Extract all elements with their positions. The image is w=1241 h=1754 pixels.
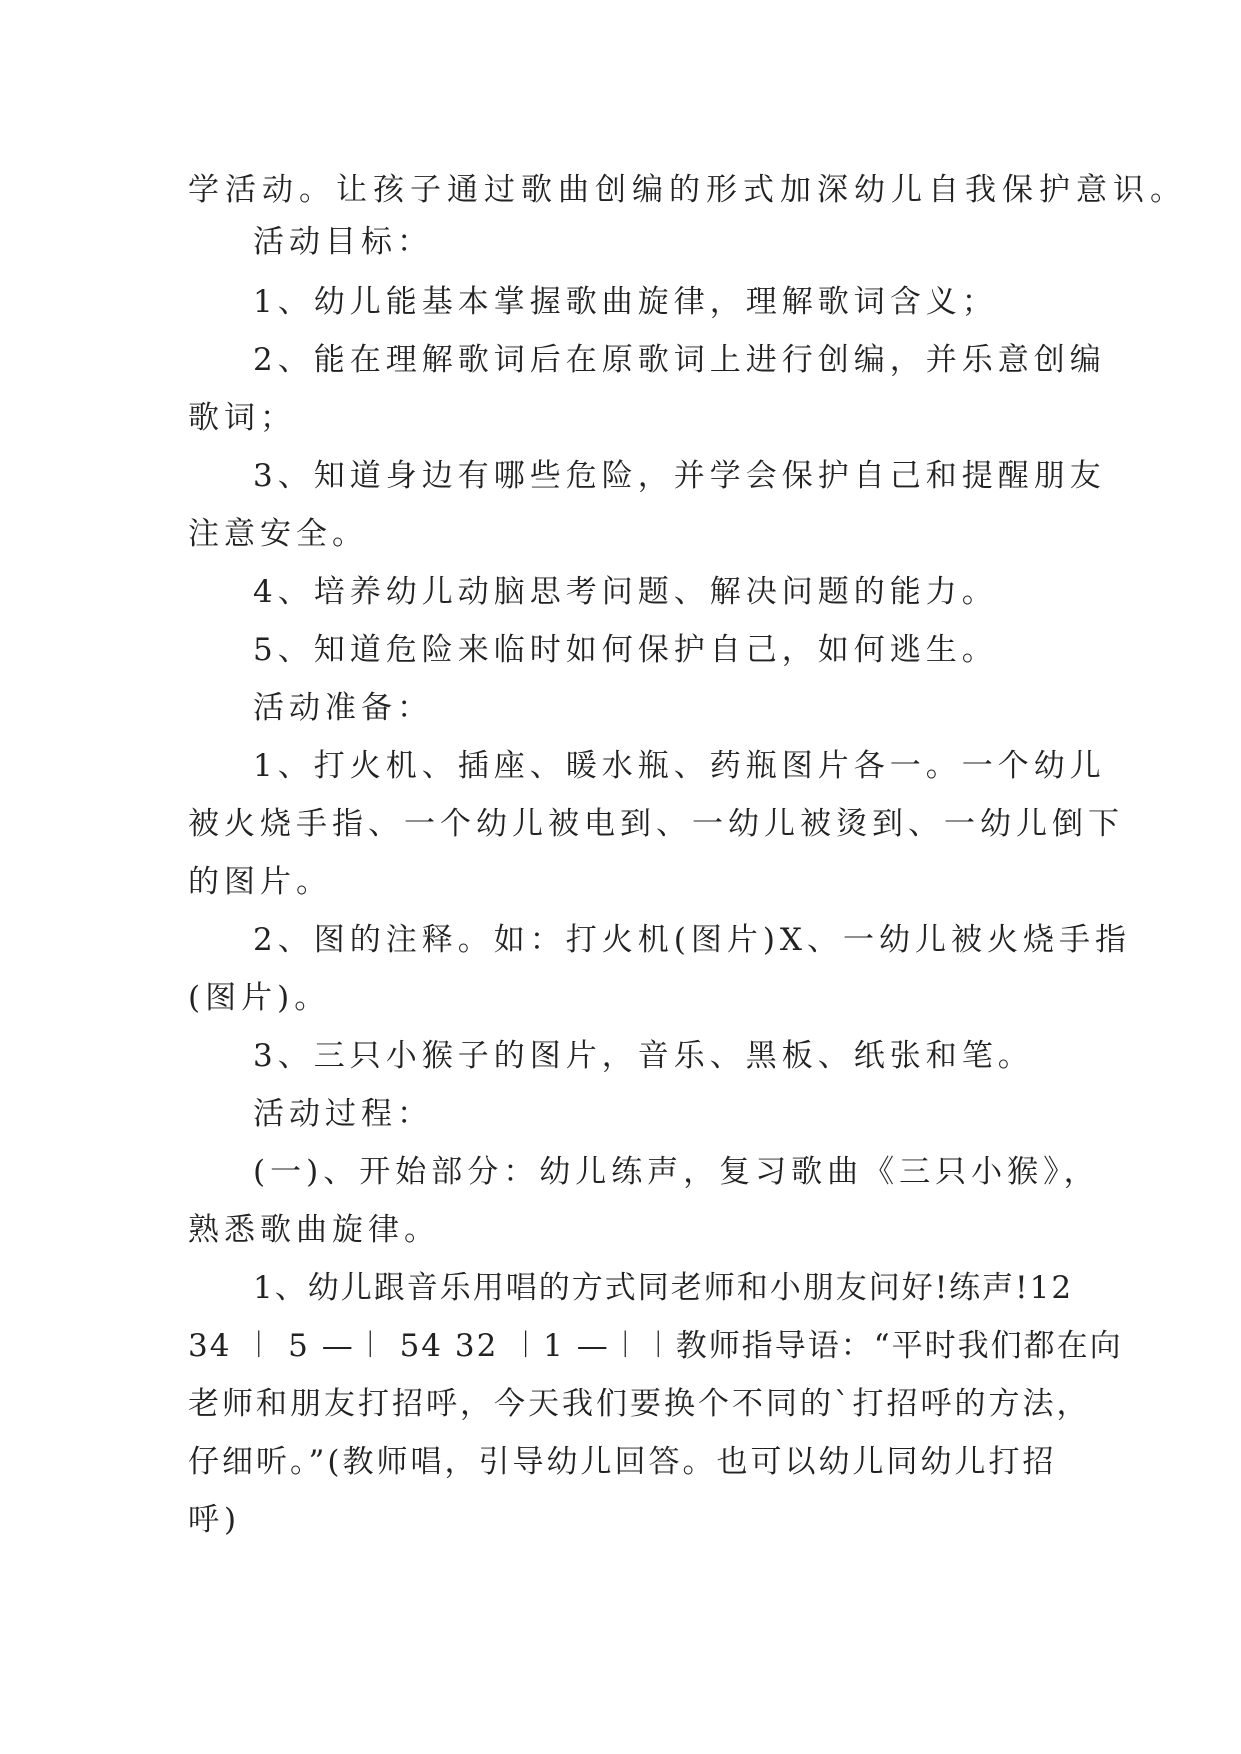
text-line: 2、能在理解歌词后在原歌词上进行创编，并乐意创编 (253, 342, 1106, 378)
text-line: 1、幼儿跟音乐用唱的方式同老师和小朋友问好!练声!12 (253, 1270, 1074, 1306)
section-heading-process: 活动过程： (253, 1096, 433, 1132)
text-line: 熟悉歌曲旋律。 (188, 1212, 440, 1248)
text-line: 4、培养幼儿动脑思考问题、解决问题的能力。 (253, 574, 998, 610)
text-line: 注意安全。 (188, 516, 368, 552)
text-line: 1、打火机、插座、暖水瓶、药瓶图片各一。一个幼儿 (253, 748, 1106, 784)
text-line: 34 ︱ 5 —︱ 54 32 ︱1 —︱︱教师指导语：“平时我们都在向 (188, 1328, 1123, 1364)
text-line: 被火烧手指、一个幼儿被电到、一幼儿被烫到、一幼儿倒下 (188, 806, 1124, 842)
text-line: 学活动。让孩子通过歌曲创编的形式加深幼儿自我保护意识。 (188, 172, 1187, 208)
text-line: 歌词； (188, 400, 296, 436)
text-line: 5、知道危险来临时如何保护自己，如何逃生。 (253, 632, 998, 668)
text-line: (一)、开始部分：幼儿练声，复习歌曲《三只小猴》， (253, 1154, 1100, 1190)
section-heading-goals: 活动目标： (253, 224, 433, 260)
section-heading-preparation: 活动准备： (253, 690, 433, 726)
text-line: 1、幼儿能基本掌握歌曲旋律，理解歌词含义； (253, 284, 998, 320)
text-line: 老师和朋友打招呼，今天我们要换个不同的`打招呼的方法， (188, 1386, 1091, 1422)
text-line: 3、三只小猴子的图片，音乐、黑板、纸张和笔。 (253, 1038, 1034, 1074)
text-line: 3、知道身边有哪些危险，并学会保护自己和提醒朋友 (253, 458, 1106, 494)
text-line: 2、图的注释。如：打火机(图片)X、一幼儿被火烧手指 (253, 922, 1131, 958)
text-line: 仔细听。”(教师唱，引导幼儿回答。也可以幼儿同幼儿打招 (188, 1444, 1057, 1480)
text-line: (图片)。 (188, 980, 331, 1016)
text-line: 呼) (188, 1502, 242, 1538)
text-line: 的图片。 (188, 864, 332, 900)
